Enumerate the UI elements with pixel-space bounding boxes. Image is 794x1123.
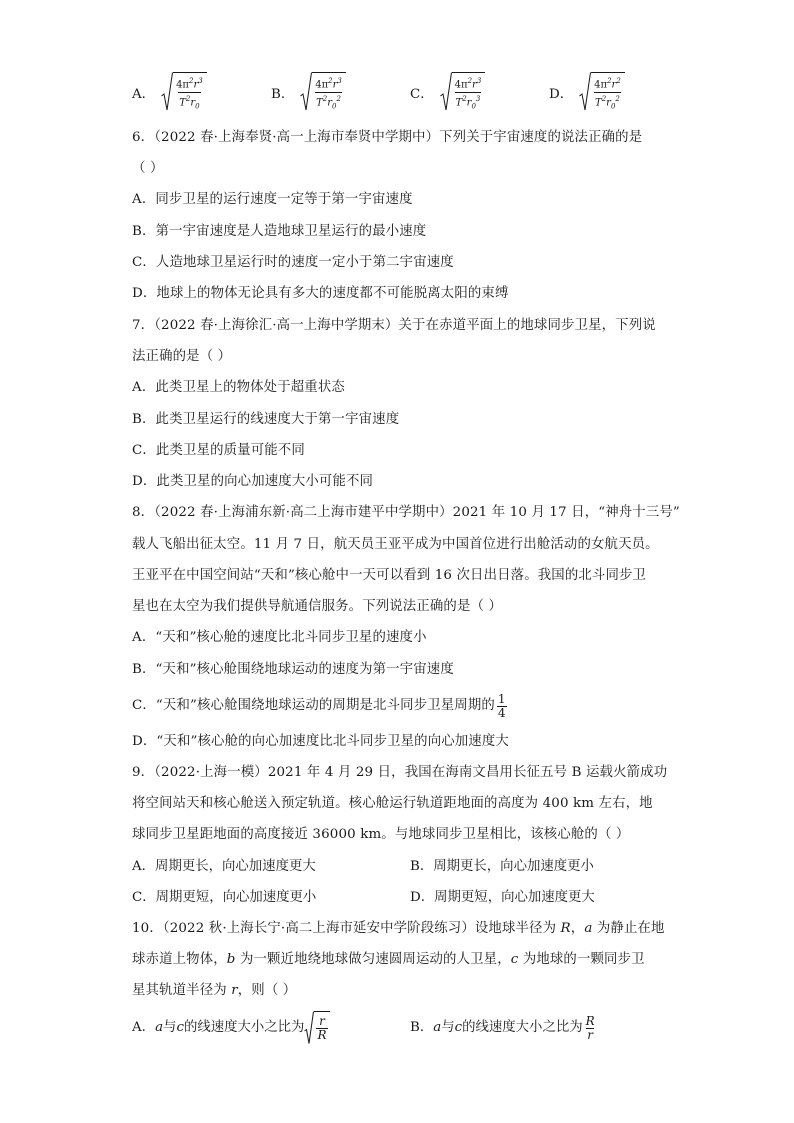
q5-option-c[interactable] [410, 70, 485, 114]
q10-option-a[interactable] [132, 1010, 330, 1046]
q8-stem-line-3: 王亚平在中国空间站“天和”核心舱中一天可以看到 16 次日出日落。我国的北斗同步卫 [132, 568, 647, 583]
q7-stem-line-1: 7．（2022 春·上海徐汇·高一上海中学期末）关于在赤道平面上的地球同步卫星，下列说 [132, 318, 656, 333]
q5-option-d-radical [579, 72, 625, 112]
q10-option-a-mid: 与 [163, 1020, 177, 1035]
q5b-den-var: r [327, 96, 333, 108]
q5a-den-main: T [179, 96, 186, 108]
q5b-den-var-exp: 2 [336, 94, 341, 103]
q5a-num-exp: 2 [189, 77, 194, 86]
q6-stem-line-1: 6．（2022 春·上海奉贤·高一上海市奉贤中学期中）下列关于宇宙速度的说法正确的是 [132, 130, 643, 145]
q8-option-a[interactable]: A．“天和”核心舱的速度比北斗同步卫星的速度小 [132, 630, 427, 645]
q5c-num-var: r [472, 79, 477, 91]
q5-option-b[interactable] [271, 70, 346, 114]
q5c-num-exp: 2 [467, 77, 473, 86]
q8-option-c-frac-num: 1 [497, 691, 506, 706]
q5a-num-var-exp: 3 [198, 77, 203, 86]
q10-option-a-var-a: a [155, 1020, 164, 1035]
q5-option-a-radical [161, 72, 207, 112]
q10-option-a-var-c: c [176, 1020, 184, 1035]
q5d-num-var-exp: 2 [616, 77, 621, 86]
q10-line2-text-c: 为地球的一颗同步卫 [518, 952, 645, 967]
q10-option-a-label: A． [132, 1020, 156, 1035]
q5c-num-coef: 4π [454, 79, 468, 91]
q10-option-b-var-c: c [454, 1020, 463, 1035]
q7-option-c[interactable]: C．此类卫星的质量可能不同 [132, 443, 305, 458]
q5-option-a[interactable] [132, 70, 207, 114]
q5-option-b-radical [300, 72, 346, 112]
q10-var-r: r [231, 983, 238, 998]
q6-option-a[interactable]: A．同步卫星的运行速度一定等于第一宇宙速度 [132, 192, 413, 207]
q10-option-b-frac-num: R [585, 1013, 595, 1028]
q10-stem-line-2 [132, 950, 645, 970]
q10-var-R: R [560, 921, 571, 936]
q10-option-b-var-a: a [433, 1020, 442, 1035]
q5c-den-var: r [466, 96, 472, 108]
q6-option-d[interactable]: D．地球上的物体无论具有多大的速度都不可能脱离太阳的束缚 [132, 286, 509, 301]
q8-stem-line-1: 8．（2022 春·上海浦东新·高二上海市建平中学期中）2021 年 10 月 17 日，“神舟十三号” [132, 505, 680, 520]
q10-option-a-frac-den: R [317, 1028, 327, 1042]
q7-option-b[interactable]: B．此类卫星运行的线速度大于第一宇宙速度 [132, 412, 400, 427]
q6-option-c[interactable]: C．人造地球卫星运行时的速度一定小于第二宇宙速度 [132, 255, 454, 270]
q5-option-c-radical [440, 72, 486, 112]
q6-option-b[interactable]: B．第一宇宙速度是人造地球卫星运行的最小速度 [132, 224, 427, 239]
q5c-den-var-exp: 3 [475, 94, 481, 103]
q8-stem-line-4: 星也在太空为我们提供导航通信服务。下列说法正确的是（ ） [132, 599, 503, 614]
q10-option-b-text: 的线速度大小之比为 [462, 1020, 583, 1035]
q10-line3-text-a: 星其轨道半径为 [132, 983, 232, 998]
q5c-den-main: T [455, 96, 463, 108]
q10-option-b-label: B． [410, 1020, 434, 1035]
q5-option-a-label: A． [132, 86, 156, 102]
q5a-num-var: r [193, 79, 199, 91]
q8-option-c-frac-den: 4 [497, 705, 506, 720]
q5b-num-exp: 2 [328, 77, 333, 86]
q5d-num-var: r [611, 79, 617, 91]
q5-option-d-label: D． [549, 86, 574, 102]
q9-stem-line-2: 将空间站天和核心舱送入预定轨道。核心舱运行轨道距地面的高度为 400 km 左右，地 [132, 796, 653, 811]
q5b-den-sub: 0 [332, 101, 337, 110]
q10-var-b: b [226, 952, 236, 967]
q8-option-b[interactable]: B．“天和”核心舱围绕地球运动的速度为第一宇宙速度 [132, 662, 454, 677]
q7-option-a[interactable]: A．此类卫星上的物体处于超重状态 [132, 380, 345, 395]
q5a-den-var: r [190, 96, 196, 108]
q9-option-b[interactable]: B．周期更长，向心加速度更小 [410, 859, 594, 874]
q10-option-a-text: 的线速度大小之比为 [183, 1020, 305, 1035]
q10-line2-text-b: 为一颗近地绕地球做匀速圆周运动的人卫星， [235, 952, 511, 967]
q5d-num-exp: 2 [607, 77, 612, 86]
q7-stem-line-2: 法正确的是（ ） [132, 349, 232, 364]
q10-stem-line-3 [132, 981, 296, 1001]
q5-option-c-label: C． [410, 86, 434, 102]
q9-stem-line-3: 球同步卫星距地面的高度接近 36000 km。与地球同步卫星相比，该核心舱的（ ） [132, 827, 630, 842]
q5a-den-sub: 0 [195, 101, 200, 110]
q10-option-b-fraction [585, 1015, 596, 1042]
q5d-den-exp: 2 [601, 94, 607, 103]
q5b-num-var: r [332, 79, 338, 91]
q5b-num-var-exp: 3 [337, 77, 342, 86]
q10-stem-line-1 [132, 919, 665, 939]
q5a-num-coef: 4π [176, 79, 189, 91]
q10-line2-text-a: 球赤道上物体， [132, 952, 227, 967]
q5-option-d[interactable] [549, 70, 625, 114]
q5d-den-var: r [606, 96, 611, 108]
q10-line1-text-c: 为静止在地 [592, 921, 665, 936]
q10-option-b-mid: 与 [441, 1020, 455, 1035]
q5d-den-var-exp: 2 [615, 94, 620, 103]
q9-stem-line-1: 9．（2022·上海一模）2021 年 4 月 29 日，我国在海南文昌用长征五号 B 运载火箭成功 [132, 765, 668, 780]
q5b-den-exp: 2 [322, 94, 328, 103]
q9-option-c[interactable]: C．周期更短，向心加速度更小 [132, 890, 317, 905]
q10-line1-text-a: 10．（2022 秋·上海长宁·高二上海市延安中学阶段练习）设地球半径为 [132, 921, 561, 936]
q10-option-a-radical [304, 1011, 329, 1045]
q10-option-a-frac-num: r [319, 1014, 325, 1028]
q7-option-d[interactable]: D．此类卫星的向心加速度大小可能不同 [132, 474, 374, 489]
q10-option-b-frac-den: r [587, 1027, 594, 1042]
q5d-num-coef: 4π [594, 79, 608, 91]
q5b-num-coef: 4π [315, 79, 329, 91]
q6-stem-line-2: （ ） [132, 161, 164, 176]
q5c-den-exp: 2 [462, 94, 467, 103]
q10-line3-text-b: ，则（ ） [237, 983, 297, 998]
q5c-den-sub: 0 [471, 101, 476, 110]
q5d-den-main: T [595, 96, 602, 108]
q8-option-c-text: C．“天和”核心舱围绕地球运动的周期是北斗同步卫星周期的 [132, 698, 495, 713]
q8-stem-line-2: 载人飞船出征太空。11 月 7 日，航天员王亚平成为中国首位进行出舱活动的女航天员。 [132, 537, 659, 552]
q5-options-row [132, 70, 672, 114]
q10-var-a: a [584, 921, 593, 936]
q8-option-c[interactable] [132, 692, 509, 720]
q5a-den-exp: 2 [185, 94, 191, 103]
q9-option-a[interactable]: A．周期更长，向心加速度更大 [132, 859, 316, 874]
q8-option-c-fraction [497, 693, 507, 720]
q10-line1-text-b: ， [570, 921, 585, 936]
q5d-den-sub: 0 [610, 101, 616, 110]
q8-option-d[interactable]: D．“天和”核心舱的向心加速度比北斗同步卫星的向心加速度大 [132, 734, 509, 749]
q5c-num-var-exp: 3 [476, 77, 482, 86]
q5-option-b-label: B． [271, 86, 295, 102]
q9-option-d[interactable]: D．周期更短，向心加速度更大 [410, 890, 595, 905]
q5b-den-main: T [316, 96, 323, 108]
q10-option-b[interactable] [410, 1010, 598, 1046]
q10-var-c: c [510, 952, 519, 967]
